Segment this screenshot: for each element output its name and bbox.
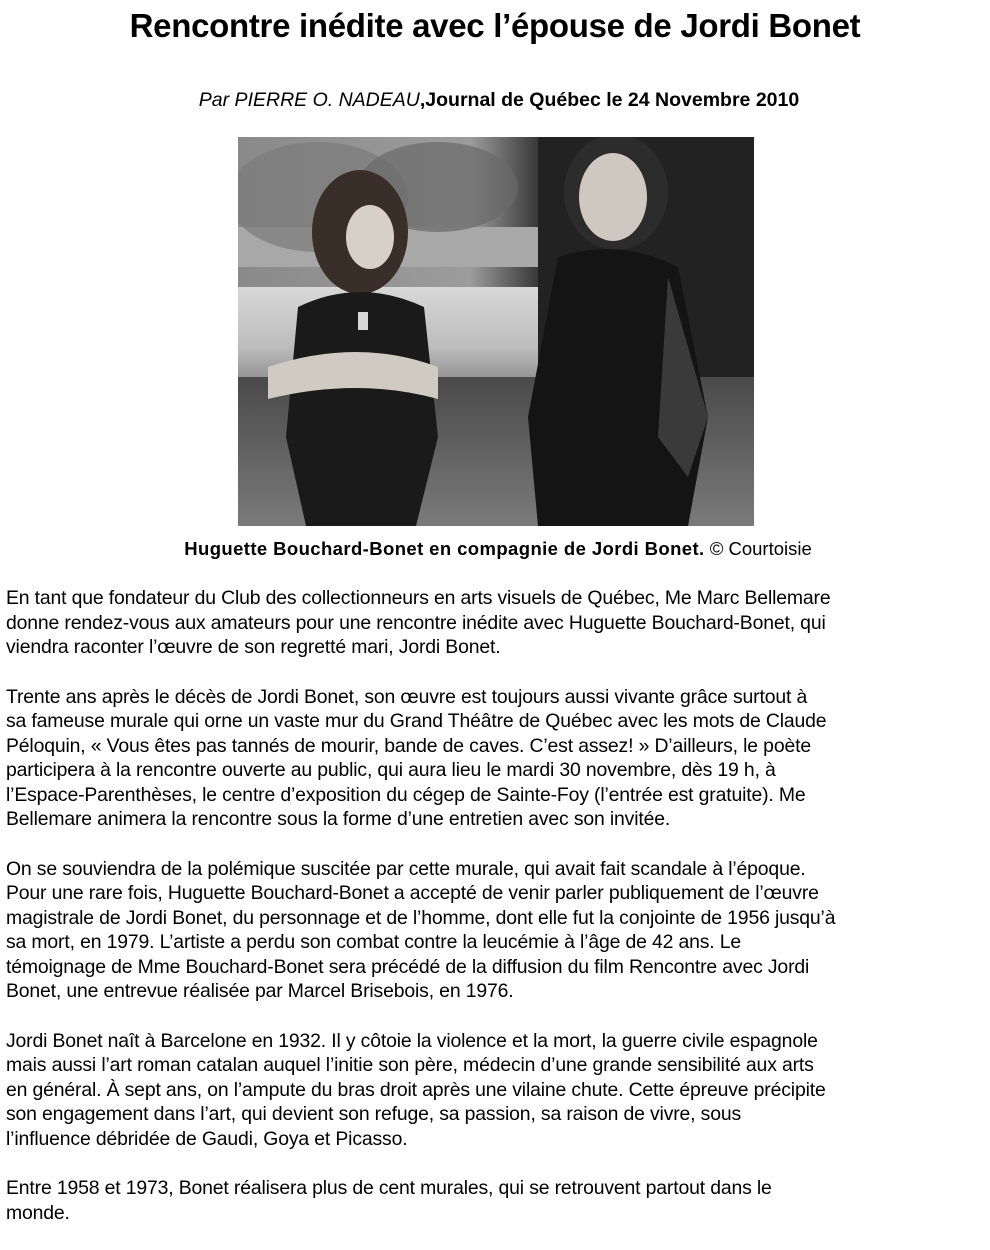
paragraph: En tant que fondateur du Club des collectionneurs en arts visuels de Québec, Me Marc Bellemare donne rendez-vous aux amateurs pour une rencontre inédite avec Huguette Bouchard-Bonet, qui viendra raconter l’œuvre de son regretté mari, Jordi Bonet. bbox=[6, 587, 831, 658]
byline-author: Par PIERRE O. NADEAU bbox=[198, 89, 420, 111]
caption-credit: © Courtoisie bbox=[704, 538, 812, 559]
byline bbox=[0, 88, 990, 112]
paragraph: On se souviendra de la polémique suscitée par cette murale, qui avait fait scandale à l’époque. Pour une rare fois, Huguette Bouchard-Bonet a accepté de venir parler publiquement de l’œuvre magistrale de Jordi Bonet, du personnage et de l’homme, dont elle fut la conjointe de 1956 jusqu’à sa mort, en 1979. L’artiste a perdu son combat contre la leucémie à l’âge de 42 ans. Le témoignage de Mme Bouchard-Bonet sera précédé de la diffusion du film Rencontre avec Jordi Bonet, une entrevue réalisée par Marcel Brisebois, en 1976. bbox=[6, 857, 836, 1002]
paragraph: Entre 1958 et 1973, Bonet réalisera plus de cent murales, qui se retrouvent partout dans le monde. bbox=[6, 1177, 772, 1224]
paragraph: Trente ans après le décès de Jordi Bonet, son œuvre est toujours aussi vivante grâce surtout à sa fameuse murale qui orne un vaste mur du Grand Théâtre de Québec avec les mots de Claude Péloquin, « Vous êtes pas tannés de mourir, bande de caves. C’est assez! » D’ailleurs, le poète participera à la rencontre ouverte au public, qui aura lieu le mardi 30 novembre, dès 19 h, à l’Espace-Parenthèses, le centre d’exposition du cégep de Sainte-Foy (l’entrée est gratuite). Me Bellemare animera la rencontre sous la forme d’une entretien avec son invitée. bbox=[6, 685, 827, 830]
photo-huguette-and-jordi-bonet-icon bbox=[238, 137, 754, 526]
byline-source: ,Journal de Québec le 24 Novembre 2010 bbox=[419, 89, 800, 111]
photo-caption bbox=[0, 537, 990, 561]
article-body bbox=[6, 586, 990, 1250]
article-photo bbox=[238, 137, 754, 526]
article-title: Rencontre inédite avec l’épouse de Jordi Bonet bbox=[129, 7, 861, 44]
caption-text: Huguette Bouchard-Bonet en compagnie de Jordi Bonet. bbox=[184, 538, 705, 559]
paragraph: Jordi Bonet naît à Barcelone en 1932. Il y côtoie la violence et la mort, la guerre civile espagnole mais aussi l’art roman catalan auquel l’initie son père, médecin d’une grande sensibilité aux arts en général. À sept ans, on l’ampute du bras droit après une vilaine chute. Cette épreuve précipite son engagement dans l’art, qui devient son refuge, sa passion, sa raison de vivre, sous l’influence débridée de Gaudi, Goya et Picasso. bbox=[6, 1029, 826, 1150]
